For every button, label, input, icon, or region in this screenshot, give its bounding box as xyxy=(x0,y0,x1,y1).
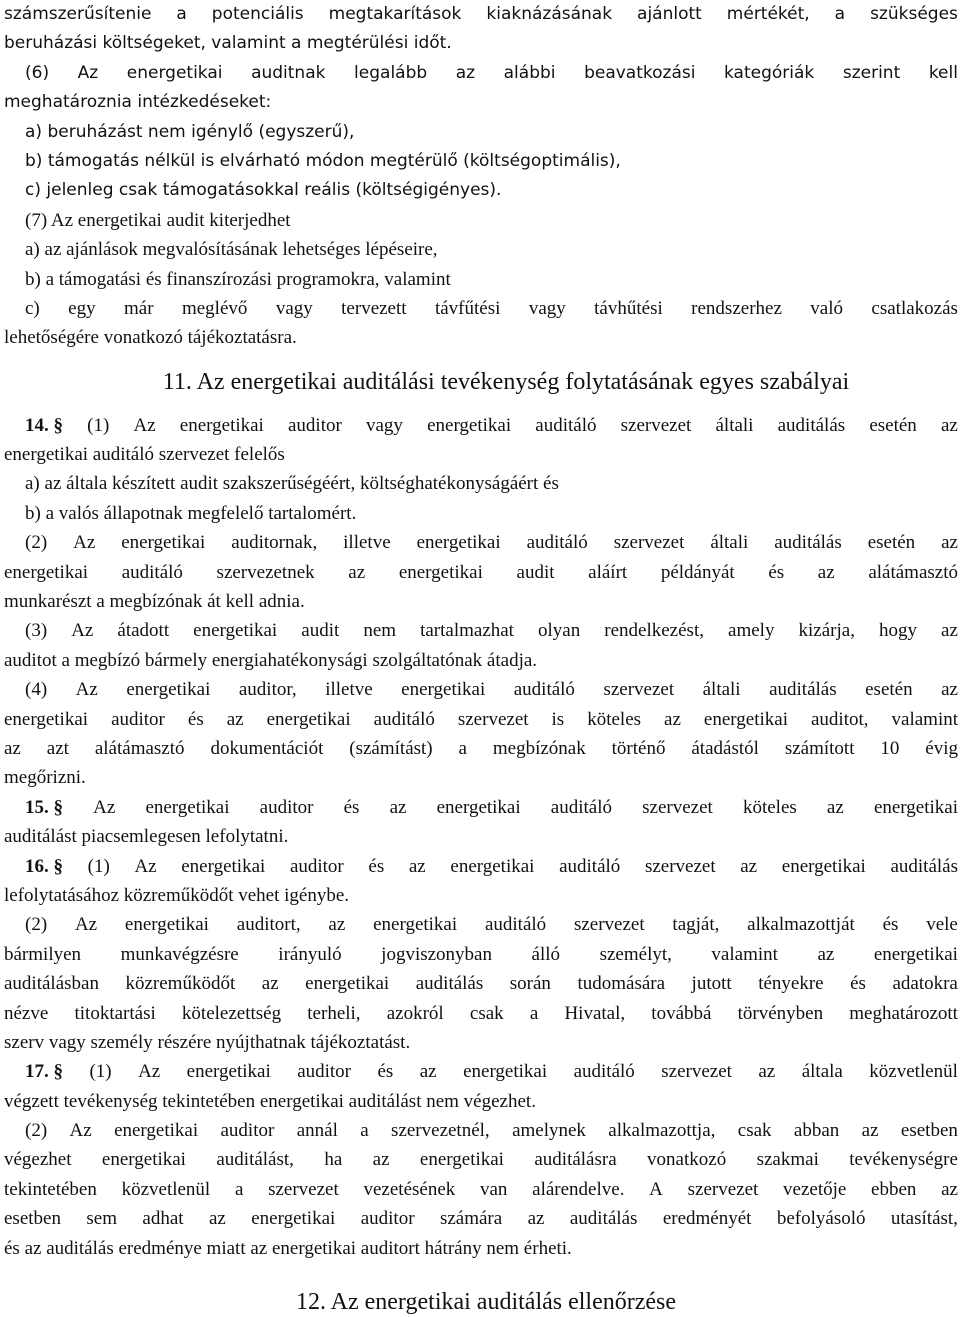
word: auditor xyxy=(111,708,165,730)
list-item: b) a támogatási és finanszírozási programokra, valamint xyxy=(25,268,451,290)
word: tevékenységre xyxy=(849,1149,958,1171)
word: energetikai xyxy=(416,532,501,554)
section-16 xyxy=(4,852,958,1058)
word: energetikai xyxy=(373,914,458,936)
word: irányuló xyxy=(278,943,342,965)
word: meglévő xyxy=(181,297,248,319)
word: az xyxy=(664,708,681,730)
word: során xyxy=(509,973,551,995)
word: és xyxy=(882,914,899,936)
word: szervezet xyxy=(603,679,675,701)
word: kiaknázásának xyxy=(486,4,613,24)
word: a xyxy=(234,1178,244,1200)
word: az xyxy=(817,561,835,583)
text-line xyxy=(4,1175,958,1204)
word: titoktartási xyxy=(74,1002,156,1024)
word: auditor xyxy=(288,414,342,436)
word: rendszerhez xyxy=(691,297,782,319)
word: alátámasztó xyxy=(94,737,185,759)
word: az xyxy=(941,620,958,642)
word: azokról xyxy=(386,1002,444,1024)
text-line xyxy=(4,558,958,587)
list-item: c) jelenleg csak támogatásokkal reális (költségigényes). xyxy=(25,180,502,201)
word: Az xyxy=(134,855,157,877)
word: utasítást, xyxy=(890,1208,958,1230)
word: auditálás xyxy=(569,1208,638,1230)
word: potenciális xyxy=(211,4,304,24)
word: általa xyxy=(801,1061,843,1083)
word: végezhet xyxy=(4,1149,72,1171)
word: esetén xyxy=(869,414,917,436)
word: auditáló xyxy=(559,855,621,877)
word: általi xyxy=(702,679,741,701)
text-line xyxy=(4,1204,958,1233)
word: is xyxy=(551,708,565,730)
word: (számítást) xyxy=(349,737,433,759)
text-line xyxy=(4,1116,958,1145)
list-item: a) az ajánlások megvalósításának lehetséges lépéseire, xyxy=(25,239,438,261)
word: ha xyxy=(324,1149,343,1171)
word: Az xyxy=(73,532,96,554)
word: kötelezettség xyxy=(181,1002,282,1024)
word: rendelkezést, xyxy=(604,620,704,642)
word: auditnak xyxy=(251,62,326,83)
word: energetikai xyxy=(266,708,351,730)
word: energetikai xyxy=(186,1061,271,1083)
word: Az xyxy=(74,914,98,936)
word: távhűtési xyxy=(594,297,663,319)
word: auditálás xyxy=(415,973,484,995)
text-line xyxy=(4,675,958,704)
word: számított xyxy=(784,737,855,759)
section-number: 14. § xyxy=(25,414,63,436)
word: és xyxy=(850,973,866,995)
word: továbbá xyxy=(651,1002,712,1024)
word: nézve xyxy=(4,1002,49,1024)
section-14 xyxy=(4,411,958,793)
word: álló xyxy=(531,943,561,965)
word: a xyxy=(529,1002,539,1024)
word: (2) xyxy=(25,1120,48,1142)
word: sem xyxy=(86,1208,117,1230)
word: az xyxy=(527,1208,545,1230)
word: vagy xyxy=(275,297,313,319)
word: auditáló xyxy=(550,796,612,818)
word: általi xyxy=(715,414,754,436)
word: az xyxy=(348,561,366,583)
word: valamint xyxy=(711,943,778,965)
word: auditálásra xyxy=(534,1149,617,1171)
word: az xyxy=(4,737,21,759)
word: auditáló xyxy=(535,414,597,436)
word: számára xyxy=(439,1208,503,1230)
word: energetikai xyxy=(305,973,390,995)
word: vonatkozó xyxy=(647,1149,727,1171)
list-item xyxy=(4,294,958,323)
word: energetikai xyxy=(124,914,209,936)
word: és xyxy=(187,708,204,730)
word: alábbi xyxy=(503,62,556,83)
word: a xyxy=(360,1120,369,1142)
word: alátámasztó xyxy=(868,561,958,583)
text-line: auditálást piacsemlegesen lefolytatni. xyxy=(4,826,289,848)
word: hogy xyxy=(879,620,917,642)
word: (2) xyxy=(25,914,48,936)
word: azt xyxy=(46,737,69,759)
word: abban xyxy=(793,1120,840,1142)
word: auditálást, xyxy=(216,1149,294,1171)
word: Az xyxy=(93,796,116,818)
list-item: a) beruházást nem igénylő (egyszerű), xyxy=(25,121,355,142)
text-line xyxy=(4,999,958,1028)
word: csak xyxy=(737,1120,772,1142)
word: auditor xyxy=(289,855,344,877)
word: energetikai xyxy=(121,532,206,554)
word: jogviszonyban xyxy=(381,943,492,965)
word: vezetésének xyxy=(363,1178,456,1200)
word: esetben xyxy=(4,1208,61,1230)
word: auditornak, xyxy=(231,532,318,554)
word: dokumentációt xyxy=(210,737,324,759)
word: alkalmazottja, xyxy=(608,1120,716,1142)
word: közreműködőt xyxy=(125,973,236,995)
word: tényekre xyxy=(758,973,824,995)
word: megbízónak xyxy=(492,737,586,759)
text-line xyxy=(4,734,958,763)
word: energetikai xyxy=(781,855,866,877)
word: legalább xyxy=(354,62,428,83)
word: energetikai xyxy=(401,679,486,701)
text-line xyxy=(4,705,958,734)
text-line xyxy=(4,1057,958,1086)
word: adhat xyxy=(142,1208,184,1230)
word: Az xyxy=(75,679,98,701)
word: tekintetében xyxy=(4,1178,97,1200)
word: adatokra xyxy=(892,973,958,995)
word: szervezet xyxy=(661,1061,732,1083)
word: energetikai xyxy=(436,796,521,818)
word: auditálás xyxy=(774,532,842,554)
word: Az xyxy=(138,1061,161,1083)
word: auditálás xyxy=(890,855,958,877)
word: az xyxy=(861,1120,879,1142)
section-number: 16. § xyxy=(25,855,63,877)
text-line xyxy=(4,940,958,969)
word: a xyxy=(834,4,846,24)
word: az xyxy=(941,679,958,701)
word: szükséges xyxy=(870,4,958,24)
text-line xyxy=(4,1145,958,1174)
word: az xyxy=(940,414,958,436)
word: auditálás xyxy=(777,414,846,436)
text-line: végzett tevékenység tekintetében energetikai auditálást nem végezhet. xyxy=(4,1090,536,1112)
word: vagy xyxy=(365,414,403,436)
word: szervezet xyxy=(573,914,645,936)
word: ebben xyxy=(871,1178,917,1200)
word: energetikai xyxy=(398,561,483,583)
word: auditor, xyxy=(238,679,297,701)
text-line: szerv vagy személy részére nyújthatnak tájékoztatást. xyxy=(4,1031,411,1053)
word: (4) xyxy=(25,679,48,701)
word: az xyxy=(389,796,407,818)
text-line: munkarészt a megbízónak át kell adnia. xyxy=(4,591,305,613)
section-number: 17. § xyxy=(25,1061,63,1083)
word: esetén xyxy=(867,532,916,554)
word: Az xyxy=(77,62,99,83)
word: általi xyxy=(710,532,749,554)
word: energetikai xyxy=(419,1149,504,1171)
word: auditor xyxy=(297,1061,352,1083)
text-line xyxy=(4,793,958,822)
text-line xyxy=(4,969,958,998)
word: energetikai xyxy=(4,708,89,730)
word: személyt, xyxy=(599,943,672,965)
word: Az xyxy=(133,414,156,436)
word: számszerűsítenie xyxy=(4,4,152,24)
word: energetikai xyxy=(181,855,266,877)
word: energetikai xyxy=(427,414,512,436)
word: (1) xyxy=(87,414,110,436)
word: a xyxy=(176,4,187,24)
list-item: a) az általa készített audit szakszerűségéért, költséghatékonyságáért és xyxy=(25,473,559,495)
word: auditáló xyxy=(373,708,435,730)
word: szakmai xyxy=(756,1149,819,1171)
text-line: (7) Az energetikai audit kiterjedhet xyxy=(25,209,291,231)
word: az xyxy=(328,914,346,936)
word: (3) xyxy=(25,620,48,642)
word: jutott xyxy=(691,973,732,995)
word: átadott xyxy=(117,620,170,642)
word: auditot, xyxy=(810,708,869,730)
word: és xyxy=(377,1061,394,1083)
word: illetve xyxy=(325,679,373,701)
word: auditor xyxy=(360,1208,415,1230)
word: energetikai xyxy=(114,1120,199,1142)
word: példányát xyxy=(660,561,735,583)
text-line: lehetőségére vonatkozó tájékoztatásra. xyxy=(4,327,297,349)
word: auditor xyxy=(259,796,314,818)
word: szervezet xyxy=(644,855,716,877)
section-15 xyxy=(4,793,958,852)
word: évig xyxy=(925,737,958,759)
word: eredményét xyxy=(662,1208,752,1230)
word: vele xyxy=(926,914,958,936)
word: az xyxy=(208,1208,226,1230)
word: auditáló xyxy=(513,679,575,701)
word: (2) xyxy=(25,532,48,554)
word: közvetlenül xyxy=(869,1061,958,1083)
word: alkalmazottját xyxy=(747,914,855,936)
text-line xyxy=(4,616,958,645)
word: aláírt xyxy=(588,561,628,583)
text-line: lefolytatásához közreműködőt vehet igénybe. xyxy=(4,884,350,906)
word: kategóriák xyxy=(724,62,815,83)
word: bármilyen xyxy=(4,943,82,965)
word: csak xyxy=(469,1002,504,1024)
text-line: meghatároznia intézkedéseket: xyxy=(4,92,272,113)
word: (6) xyxy=(25,62,50,83)
word: befolyásoló xyxy=(776,1208,866,1230)
word: valamint xyxy=(891,708,958,730)
word: (1) xyxy=(87,855,110,877)
word: az xyxy=(758,1061,776,1083)
word: esetén xyxy=(865,679,913,701)
word: történő xyxy=(611,737,666,759)
text-line xyxy=(4,852,958,881)
word: csatlakozás xyxy=(871,297,958,319)
word: köteles xyxy=(742,796,797,818)
word: szervezetnél, xyxy=(391,1120,490,1142)
word: energetikai xyxy=(450,855,535,877)
word: energetikai xyxy=(145,796,230,818)
word: auditálásban xyxy=(4,973,99,995)
word: energetikai xyxy=(873,943,958,965)
word: kizárja, xyxy=(798,620,855,642)
word: ajánlott xyxy=(637,4,702,24)
word: az xyxy=(455,62,476,83)
section-number: 15. § xyxy=(25,796,63,818)
word: tagját, xyxy=(672,914,720,936)
word: szervezet xyxy=(457,708,529,730)
text-line xyxy=(4,411,958,440)
word: tudomására xyxy=(577,973,666,995)
word: szervezet xyxy=(613,532,685,554)
word: tervezett xyxy=(341,297,407,319)
word: távfűtési xyxy=(434,297,501,319)
word: energetikai xyxy=(4,561,89,583)
word: energetikai xyxy=(179,414,264,436)
word: annál xyxy=(296,1120,338,1142)
word: való xyxy=(810,297,844,319)
word: auditor xyxy=(220,1120,275,1142)
word: 10 xyxy=(880,737,900,759)
word: energetikai xyxy=(463,1061,548,1083)
word: szervezet xyxy=(642,796,713,818)
list-item: b) támogatás nélkül is elvárható módon megtérülő (költségoptimális), xyxy=(25,150,621,171)
word: az xyxy=(372,1149,390,1171)
word: Hivatal, xyxy=(564,1002,626,1024)
word: amelynek xyxy=(512,1120,586,1142)
text-line: megőrizni. xyxy=(4,767,86,789)
word: az xyxy=(408,855,426,877)
paragraph-6 xyxy=(4,59,958,206)
word: c) xyxy=(25,297,40,319)
word: egy xyxy=(68,297,96,319)
word: köteles xyxy=(587,708,642,730)
list-item: b) a valós állapotnak megfelelő tartalomért. xyxy=(25,502,357,524)
word: szervezet xyxy=(687,1178,759,1200)
word: és xyxy=(768,561,785,583)
text-line xyxy=(4,528,958,557)
word: az xyxy=(261,973,279,995)
text-line: auditot a megbízó bármely energiahatékonysági szolgáltatónak átadja. xyxy=(4,649,538,671)
word: auditort, xyxy=(236,914,301,936)
word: vagy xyxy=(528,297,566,319)
word: az xyxy=(740,855,758,877)
word: (1) xyxy=(89,1061,112,1083)
word: szervezet xyxy=(268,1178,339,1200)
word: energetikai xyxy=(251,1208,336,1230)
paragraph-6-continuation xyxy=(4,0,958,59)
word: energetikai xyxy=(873,796,958,818)
text-line: energetikai auditáló szervezet felelős xyxy=(4,444,285,466)
word: auditálás xyxy=(769,679,837,701)
word: munkavégzésre xyxy=(120,943,239,965)
word: szerint xyxy=(842,62,901,83)
word: auditáló xyxy=(484,914,547,936)
word: nem xyxy=(363,620,397,642)
word: szervezet xyxy=(620,414,692,436)
word: az xyxy=(941,1178,958,1200)
word: esetben xyxy=(900,1120,958,1142)
word: alárendelve. xyxy=(532,1178,625,1200)
word: törvényben xyxy=(737,1002,824,1024)
word: kell xyxy=(928,62,958,83)
word: audit xyxy=(301,620,340,642)
word: van xyxy=(479,1178,508,1200)
section-heading-12: 12. Az energetikai auditálás ellenőrzése xyxy=(295,1289,677,1316)
word: auditáló xyxy=(573,1061,635,1083)
word: Az xyxy=(69,1120,92,1142)
word: az xyxy=(419,1061,437,1083)
word: átadástól xyxy=(691,737,759,759)
word: meghatározott xyxy=(849,1002,958,1024)
word: auditáló xyxy=(526,532,588,554)
word: energetikai xyxy=(703,708,788,730)
word: már xyxy=(124,297,154,319)
word: audit xyxy=(516,561,555,583)
document-page xyxy=(4,0,958,1317)
word: energetikai xyxy=(193,620,278,642)
word: illetve xyxy=(343,532,391,554)
word: és xyxy=(368,855,385,877)
text-line xyxy=(4,59,958,88)
word: az xyxy=(941,532,958,554)
word: energetikai xyxy=(101,1149,186,1171)
word: vezetője xyxy=(783,1178,847,1200)
word: az xyxy=(226,708,244,730)
word: a xyxy=(458,737,467,759)
word: amely xyxy=(728,620,775,642)
word: olyan xyxy=(538,620,581,642)
word: energetikai xyxy=(126,62,223,83)
word: beavatkozási xyxy=(584,62,696,83)
word: energetikai xyxy=(126,679,211,701)
text-line: beruházási költségeket, valamint a megtérülési időt. xyxy=(4,33,452,54)
word: Az xyxy=(71,620,94,642)
word: megtakarítások xyxy=(328,4,462,24)
section-heading-11: 11. Az energetikai auditálási tevékenység folytatásának egyes szabályai xyxy=(162,368,850,395)
word: szervezetnek xyxy=(216,561,315,583)
text-line xyxy=(4,910,958,939)
word: terheli, xyxy=(307,1002,361,1024)
word: A xyxy=(649,1178,663,1200)
word: mértékét, xyxy=(726,4,810,24)
word: és xyxy=(343,796,360,818)
text-line xyxy=(4,0,958,29)
word: tartalmazhat xyxy=(420,620,514,642)
word: az xyxy=(826,796,844,818)
section-17 xyxy=(4,1057,958,1263)
word: közvetlenül xyxy=(121,1178,211,1200)
text-line: és az auditálás eredménye miatt az energetikai auditort hátrány nem érheti. xyxy=(4,1237,572,1259)
word: az xyxy=(817,943,835,965)
word: auditáló xyxy=(121,561,183,583)
paragraph-7 xyxy=(4,206,958,353)
